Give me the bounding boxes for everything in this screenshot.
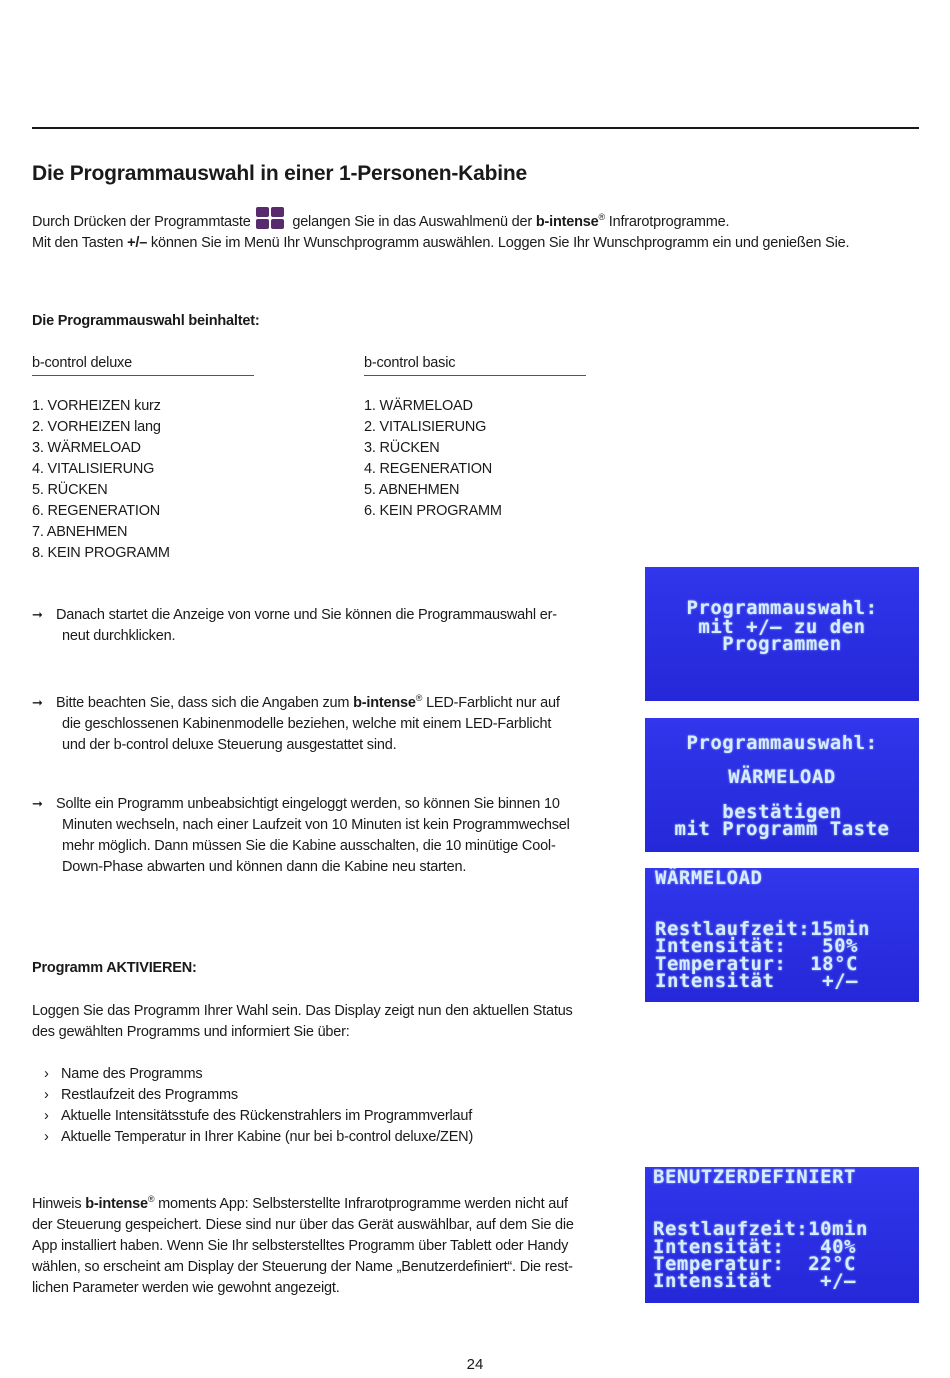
activate-heading: Programm AKTIVIEREN:	[32, 960, 197, 976]
program-key-icon	[256, 207, 286, 231]
lcd-display-confirm	[645, 718, 919, 852]
lcd-line: Restlaufzeit:15min	[655, 918, 870, 940]
lcd-line: Intensität +/–	[653, 1270, 856, 1292]
lcd-line: Programmauswahl:	[686, 597, 878, 619]
intro-text-2: gelangen Sie in das Auswahlmenü der	[292, 214, 532, 230]
note-reg: ®	[415, 693, 423, 703]
hint-brand: b-intense	[85, 1195, 148, 1212]
note-text: Sollte ein Programm unbeabsichtigt eingeloggt werden, so können Sie binnen 10 Minuten wechseln, nach einer Laufzeit von 10 Minuten ist kein Programmwechsel mehr möglich. Dann müssen Sie die Kabine ausschalten, die 10 minütige Cool-Down-Phase abwarten und können dann die Kabine neu starten.	[56, 796, 570, 875]
lcd-line: WÄRMELOAD	[728, 766, 836, 788]
hint-text-a: Hinweis	[32, 1195, 82, 1212]
list-item	[44, 1106, 473, 1127]
intro-line2-a: Mit den Tasten	[32, 235, 124, 251]
list-item-text: Aktuelle Temperatur in Ihrer Kabine (nur bei b-control deluxe/ZEN)	[61, 1129, 474, 1145]
selection-heading: Die Programmauswahl beinhaltet:	[32, 313, 260, 329]
list-item-text: Name des Programms	[61, 1066, 203, 1082]
chevron-icon: ›	[44, 1066, 49, 1082]
list-item: 2. VITALISIERUNG	[364, 419, 487, 435]
basic-heading: b-control basic	[364, 355, 586, 376]
note-brand: b-intense	[353, 694, 416, 711]
basic-program-list	[364, 396, 502, 522]
intro-brand: b-intense	[535, 214, 599, 230]
deluxe-program-list	[32, 396, 170, 564]
list-item: 5. ABNEHMEN	[364, 482, 460, 498]
arrow-icon: ➞	[32, 607, 43, 622]
lcd-line: Programmen	[722, 633, 842, 655]
page-title: Die Programmauswahl in einer 1-Personen-Kabine	[32, 162, 527, 185]
note-program-change	[32, 793, 572, 878]
lcd-line: Intensität +/–	[655, 970, 858, 992]
lcd-line: WÄRMELOAD	[655, 868, 763, 889]
list-item: 2. VORHEIZEN lang	[32, 419, 161, 435]
chevron-icon: ›	[44, 1129, 49, 1145]
lcd-line: Restlaufzeit:10min	[653, 1218, 868, 1240]
lcd-line: Temperatur: 22°C	[653, 1253, 856, 1275]
list-item	[44, 1127, 473, 1148]
hint-reg: ®	[147, 1194, 155, 1204]
list-item: 3. WÄRMELOAD	[32, 440, 141, 456]
list-item: 7. ABNEHMEN	[32, 524, 128, 540]
list-item: 6. KEIN PROGRAMM	[364, 503, 502, 519]
list-item: 5. RÜCKEN	[32, 482, 108, 498]
note-text-a: Bitte beachten Sie, dass sich die Angaben zum	[56, 694, 350, 711]
list-item-text: Restlaufzeit des Programms	[61, 1087, 238, 1103]
arrow-icon: ➞	[32, 694, 43, 710]
page-number: 24	[466, 1356, 484, 1373]
list-item: 1. VORHEIZEN kurz	[32, 398, 161, 414]
activate-text: Loggen Sie das Programm Ihrer Wahl sein. Das Display zeigt nun den aktuellen Status des gewählten Programms und informiert Sie über:	[32, 1003, 573, 1040]
lcd-line: mit +/– zu den	[698, 616, 866, 638]
list-item: 4. VITALISIERUNG	[32, 461, 155, 477]
lcd-display-custom-status	[645, 1167, 919, 1303]
lcd-line: Programmauswahl:	[686, 732, 878, 754]
list-item-text: Aktuelle Intensitätsstufe des Rückenstrahlers im Programmverlauf	[61, 1108, 473, 1124]
intro-reg: ®	[598, 212, 605, 223]
note-led	[32, 688, 572, 756]
lcd-display-program-selection	[645, 567, 919, 701]
deluxe-heading: b-control deluxe	[32, 355, 254, 376]
intro-text-1: Durch Drücken der Programmtaste	[32, 214, 251, 230]
lcd-line: Temperatur: 18°C	[655, 953, 858, 975]
intro-line2-b: können Sie im Menü Ihr Wunschprogramm auswählen. Loggen Sie Ihr Wunschprogramm ein und genießen Sie.	[150, 235, 850, 251]
list-item: 3. RÜCKEN	[364, 440, 440, 456]
intro-text-3: Infrarotprogramme.	[608, 214, 730, 230]
lcd-line: Intensität: 50%	[655, 935, 858, 957]
chevron-icon: ›	[44, 1087, 49, 1103]
chevron-icon: ›	[44, 1108, 49, 1124]
note-text-b: LED-Farblicht nur auf die geschlossenen Kabinenmodelle beziehen, welche mit einem LED-Farblicht und der b-control deluxe Steuerung ausgestattet sind.	[62, 694, 560, 753]
list-item: 1. WÄRMELOAD	[364, 398, 473, 414]
list-item: 6. REGENERATION	[32, 503, 161, 519]
lcd-line: BENUTZERDEFINIERT	[653, 1167, 856, 1188]
note-text: Danach startet die Anzeige von vorne und Sie können die Programmauswahl er-neut durchklicken.	[56, 607, 557, 644]
intro-keys: +/–	[127, 235, 148, 251]
list-item	[44, 1064, 473, 1085]
list-item: 4. REGENERATION	[364, 461, 493, 477]
hint-paragraph	[32, 1189, 577, 1299]
arrow-icon: ➞	[32, 796, 43, 811]
lcd-line: mit Programm Taste	[674, 818, 890, 840]
list-item	[44, 1085, 473, 1106]
lcd-line: bestätigen	[722, 801, 842, 823]
intro-paragraph	[32, 207, 912, 254]
lcd-line: Intensität: 40%	[653, 1236, 856, 1258]
note-restart	[32, 604, 572, 647]
hint-text-b: moments App: Selbsterstellte Infrarotprogramme werden nicht auf der Steuerung gespeichert. Diese sind nur über das Gerät auswählbar, auf dem Sie die App installiert haben. Wenn Sie Ihr selbsterstelltes Programm über Tablett oder Handy wählen, so erscheint am Display der Steuerung der Name „Benutzerdefiniert“. Die rest-lichen Parameter werden wie gewohnt angezeigt.	[32, 1195, 574, 1296]
status-info-list	[44, 1064, 473, 1148]
list-item: 8. KEIN PROGRAMM	[32, 545, 170, 561]
header-rule	[32, 127, 919, 129]
lcd-display-waermeload-status	[645, 868, 919, 1002]
